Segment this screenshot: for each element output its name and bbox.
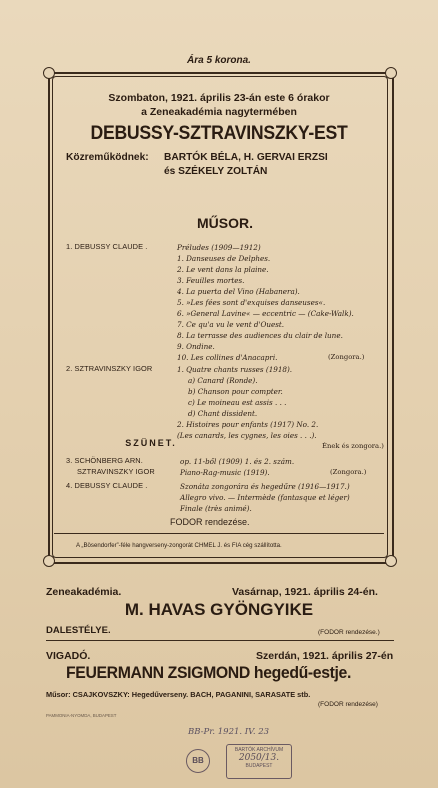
program-line: Préludes (1909—1912) — [177, 243, 261, 252]
program-line: Allegro vivo. — Intermède (fantasque et léger) — [180, 493, 350, 502]
venue-zeneakademia: Zeneakadémia. — [46, 586, 122, 598]
performer-feuermann: FEUERMANN ZSIGMOND hegedű-estje. — [66, 663, 352, 682]
archive-handwritten-ref: BB-Pr. 1921. IV. 23 — [188, 727, 270, 737]
date-april-27: Szerdán, 1921. április 27-én — [256, 650, 394, 662]
performer-havas: M. HAVAS GYÖNGYIKE — [124, 600, 314, 619]
instrument-note: Ének és zongora.) — [322, 442, 384, 450]
program-line: 7. Ce qu'a vu le vent d'Ouest. — [177, 320, 285, 329]
ticket-price: Ára 5 korona. — [187, 55, 251, 66]
direction-credit: FODOR rendezése. — [170, 517, 250, 527]
date-april-24: Vasárnap, 1921. április 24-én. — [232, 586, 378, 598]
program-line: b) Chanson pour compter. — [188, 387, 283, 396]
program-line: Finale (très animé). — [180, 504, 252, 513]
composer-stravinsky-2: 2. SZTRAVINSZKY IGOR — [66, 364, 153, 373]
performers-line2: és SZÉKELY ZOLTÁN — [164, 166, 268, 177]
program-line: 8. La terrasse des audiences du clair de lune. — [177, 331, 343, 340]
archive-stamp — [226, 744, 292, 779]
composer-schoenberg: 3. SCHÖNBERG ARN. — [66, 456, 143, 465]
printer-credit: PAMMONIA-NYOMDA, BUDAPEST — [46, 713, 117, 718]
feuermann-program: Műsor: CSAJKOVSZKY: Hegedűverseny. BACH, PAGANINI, SARASATE stb. — [46, 690, 311, 699]
program-line: a) Canard (Ronde). — [188, 376, 258, 385]
archive-stamp-city: BUDAPEST — [245, 763, 273, 769]
piano-footnote: A „Bösendorfer”-féle hangverseny-zongorát CHMEL J. és FIA cég szállította. — [76, 542, 282, 549]
program-line: 3. Feuilles mortes. — [177, 276, 245, 285]
program-line: 1. Danseuses de Delphes. — [177, 254, 271, 263]
venue-vigado: VIGADÓ. — [46, 650, 91, 662]
archive-stamp-number: 2050/13. — [238, 753, 280, 763]
program-line: 4. La puerta del Vino (Habanera). — [177, 287, 300, 296]
program-line: op. 11-ből (1909) 1. és 2. szám. — [180, 457, 295, 466]
direction-credit-3: (FODOR rendezése) — [318, 701, 378, 708]
direction-credit-2: (FODOR rendezése.) — [318, 629, 380, 636]
program-line: 2. Le vent dans la plaine. — [177, 265, 269, 274]
program-line: 2. Histoires pour enfants (1917) No. 2. — [177, 420, 319, 429]
archive-logo: BB — [186, 749, 210, 773]
program-line: 10. Les collines d'Anacapri. — [177, 353, 278, 362]
program-line: Szonáta zongorára és hegedűre (1916—1917.) — [180, 482, 350, 491]
composer-stravinsky-3: SZTRAVINSZKY IGOR — [77, 467, 155, 476]
divider-line — [46, 640, 394, 641]
event-time: Szombaton, 1921. április 23-án este 6 órakor — [108, 92, 330, 104]
archive-stamp-title: BARTÓK ARCHÍVUM — [234, 747, 284, 753]
event-venue: a Zeneakadémia nagytermében — [141, 106, 297, 118]
recital-type: DALESTÉLYE. — [46, 625, 111, 636]
instrument-note: (Zongora.) — [330, 468, 367, 476]
program-line: Piano-Rag-music (1919). — [180, 468, 270, 477]
divider-line — [54, 533, 384, 534]
frame-ornament — [385, 555, 397, 567]
composer-debussy-1: 1. DEBUSSY CLAUDE . — [66, 242, 148, 251]
program-line: 1. Quatre chants russes (1918). — [177, 365, 293, 374]
performers-line1: BARTÓK BÉLA, H. GERVAI ERZSI — [164, 152, 328, 163]
program-line: (Les canards, les cygnes, les oies . . .). — [177, 431, 317, 440]
program-line: c) Le moineau est assis . . . — [188, 398, 287, 407]
composer-debussy-4: 4. DEBUSSY CLAUDE . — [66, 481, 148, 490]
program-line: 5. »Les fées sont d'exquises danseuses«. — [177, 298, 326, 307]
program-heading: MŰSOR. — [197, 215, 253, 231]
program-line: d) Chant dissident. — [188, 409, 258, 418]
program-line: 9. Ondine. — [177, 342, 215, 351]
intermission: SZÜNET. — [125, 438, 177, 448]
concert-title: DEBUSSY-SZTRAVINSZKY-EST — [90, 123, 348, 144]
frame-ornament — [43, 555, 55, 567]
frame-ornament — [385, 67, 397, 79]
frame-ornament — [43, 67, 55, 79]
performers-label: Közreműködnek: — [66, 152, 149, 163]
program-line: 6. »General Lavine« — eccentric — (Cake-Walk). — [177, 309, 354, 318]
instrument-note: (Zongora.) — [328, 353, 365, 361]
